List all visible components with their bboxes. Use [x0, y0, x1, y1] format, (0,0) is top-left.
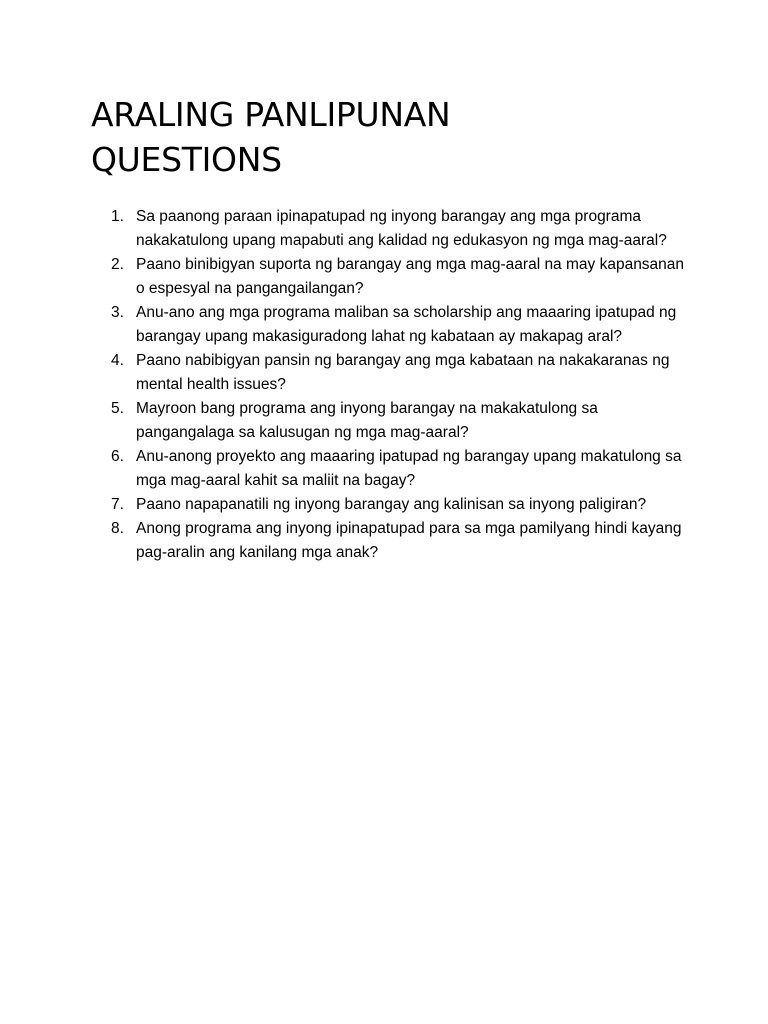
question-number: 7. — [111, 496, 124, 513]
question-item — [91, 493, 691, 517]
question-text: Paano napapanatili ng inyong barangay ang kalinisan sa inyong paligiran? — [136, 496, 647, 513]
title-line-2: QUESTIONS — [91, 140, 282, 179]
question-text: Paano binibigyan suporta ng barangay ang mga mag-aaral na may kapansanan o espesyal na pangangailangan? — [136, 256, 685, 297]
question-item — [91, 445, 691, 493]
question-number: 5. — [111, 400, 124, 417]
question-item — [91, 349, 691, 397]
title-line-1: ARALING PANLIPUNAN — [91, 95, 451, 134]
question-item — [91, 205, 691, 253]
question-item — [91, 301, 691, 349]
question-number: 2. — [111, 256, 124, 273]
question-text: Paano nabibigyan pansin ng barangay ang mga kabataan na nakakaranas ng mental health issues? — [136, 352, 670, 393]
question-text: Anong programa ang inyong ipinapatupad para sa mga pamilyang hindi kayang pag-aralin ang kanilang mga anak? — [136, 520, 682, 561]
question-text: Sa paanong paraan ipinapatupad ng inyong barangay ang mga programa nakakatulong upang mapabuti ang kalidad ng edukasyon ng mga mag-aaral? — [136, 208, 667, 249]
question-number: 4. — [111, 352, 124, 369]
question-number: 8. — [111, 520, 124, 537]
question-number: 1. — [111, 208, 124, 225]
document-title — [91, 92, 691, 182]
question-text: Anu-anong proyekto ang maaaring ipatupad ng barangay upang makatulong sa mga mag-aaral kahit sa maliit na bagay? — [136, 448, 682, 489]
question-number: 6. — [111, 448, 124, 465]
question-text: Anu-ano ang mga programa maliban sa scholarship ang maaaring ipatupad ng barangay upang makasiguradong lahat ng kabataan ay makapag aral? — [136, 304, 677, 345]
question-item — [91, 397, 691, 445]
question-item — [91, 517, 691, 565]
question-item — [91, 253, 691, 301]
question-text: Mayroon bang programa ang inyong barangay na makakatulong sa pangangalaga sa kalusugan ng mga mag-aaral? — [136, 400, 598, 441]
questions-list — [91, 205, 691, 565]
question-number: 3. — [111, 304, 124, 321]
